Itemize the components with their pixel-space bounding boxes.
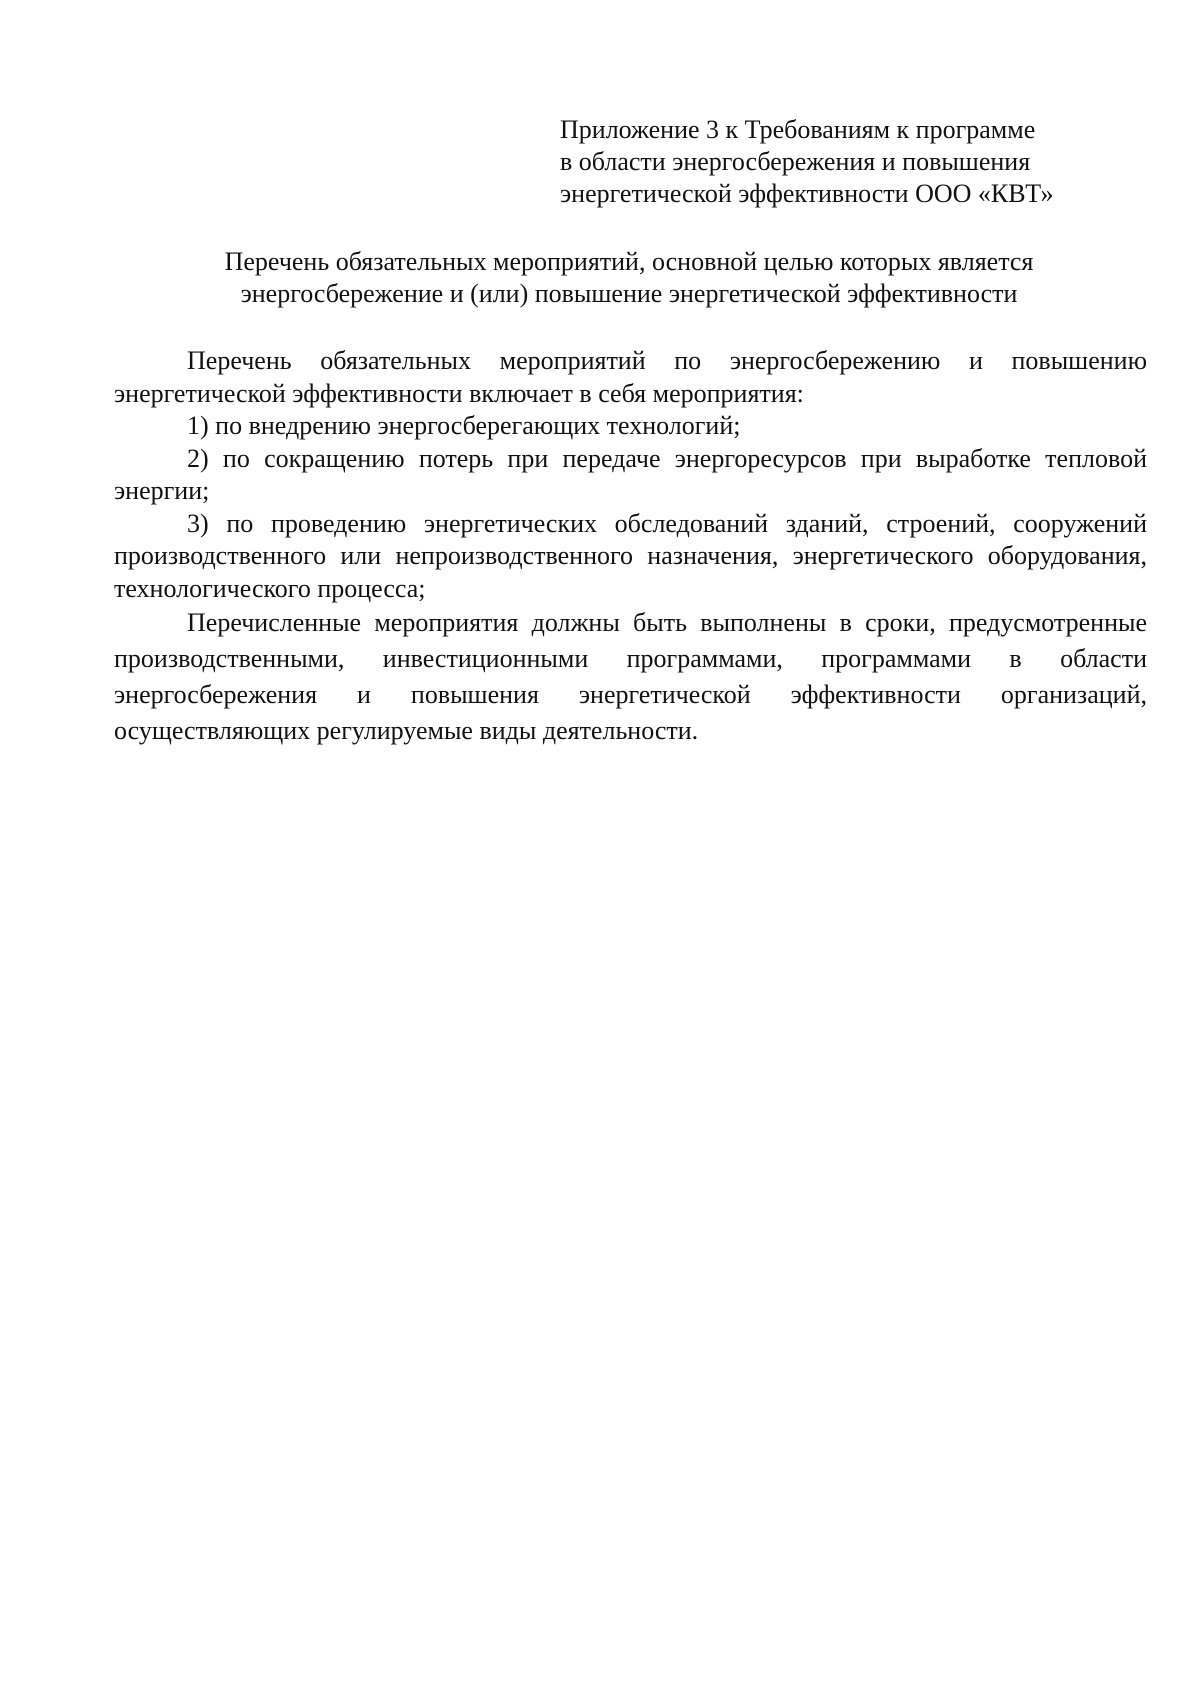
document-body: [114, 345, 1147, 749]
intro-paragraph: Перечень обязательных мероприятий по энергосбережению и повышению энергетической эффективности включает в себя мероприятия:: [114, 346, 1147, 408]
appendix-header-line-1: Приложение 3 к Требованиям к программе: [560, 115, 1036, 144]
document-title-line-2: энергосбережение и (или) повышение энергетической эффективности: [240, 279, 1018, 308]
appendix-header-line-2: в области энергосбережения и повышения: [560, 147, 1031, 176]
appendix-header: [560, 114, 1120, 210]
conclusion-paragraph: Перечисленные мероприятия должны быть выполнены в сроки, предусмотренные производственными, инвестиционными программами, программами в области энергосбережения и повышения энергетической эффективности организаций, осуществляющих регулируемые виды деятельности.: [114, 608, 1147, 745]
document-title-line-1: Перечень обязательных мероприятий, основной целью которых является: [224, 247, 1034, 276]
list-item-1: 1) по внедрению энергосберегающих технологий;: [187, 411, 741, 440]
list-item-2: 2) по сокращению потерь при передаче энергоресурсов при выработке тепловой энергии;: [114, 443, 1147, 505]
appendix-header-line-3: энергетической эффективности ООО «КВТ»: [560, 179, 1054, 208]
list-item-3: 3) по проведению энергетических обследований зданий, строений, сооружений производственного или непроизводственного назначения, энергетического оборудования, технологического процесса;: [114, 508, 1147, 603]
document-title: [112, 246, 1146, 310]
